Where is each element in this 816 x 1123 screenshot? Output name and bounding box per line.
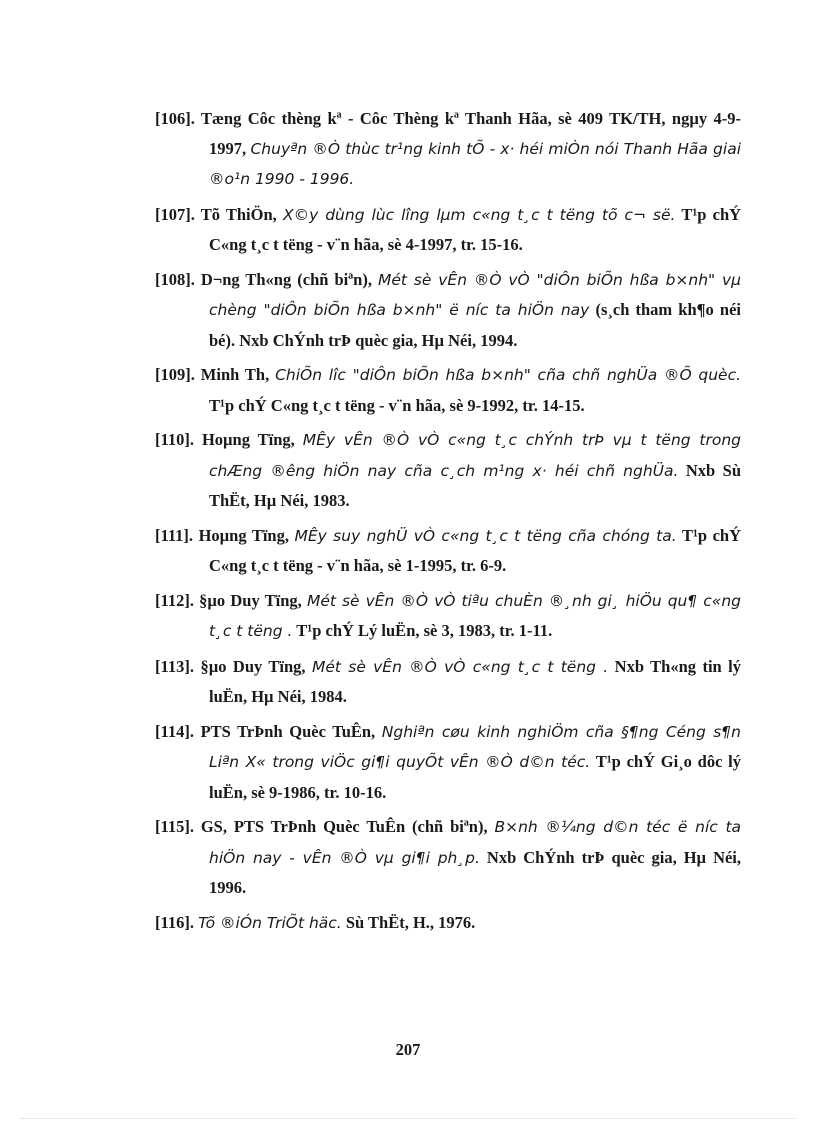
reference-authors: GS, PTS TrÞnh Quèc TuÊn (chñ biªn), bbox=[200, 817, 488, 836]
reference-entry bbox=[155, 586, 741, 647]
reference-source: (s¸ch tham kh¶o néi bé). Nxb ChÝnh trÞ quèc gia, Hµ Néi, 1994. bbox=[209, 300, 741, 350]
reference-entry bbox=[155, 425, 741, 516]
reference-title: X©y dùng lùc lîng lµm c«ng t¸c t tëng tõ c¬ së. bbox=[282, 205, 676, 224]
reference-source: T¹p chÝ C«ng t¸c t tëng - v¨n hãa, sè 9-1992, tr. 14-15. bbox=[209, 395, 585, 415]
reference-source: T¹p chÝ C«ng t¸c t tëng - v¨n hãa, sè 4-1997, tr. 15-16. bbox=[209, 204, 742, 254]
reference-title: MÊy suy nghÜ vÒ c«ng t¸c t tëng cña chóng ta. bbox=[294, 526, 677, 545]
reference-entry bbox=[155, 521, 741, 581]
reference-title: Tõ ®iÓn TriÕt häc. bbox=[198, 913, 342, 932]
reference-authors: Minh Th, bbox=[200, 365, 270, 384]
reference-source: T¹p chÝ Gi¸o dôc lý luËn, sè 9-1986, tr. 10-16. bbox=[209, 752, 742, 802]
reference-number: [108]. bbox=[155, 269, 195, 289]
reference-number: [113]. bbox=[155, 656, 194, 676]
reference-number: [115]. bbox=[155, 817, 194, 836]
reference-authors: Hoµng Tïng, bbox=[198, 525, 289, 545]
reference-authors: §µo Duy Tïng, bbox=[199, 590, 302, 610]
reference-entry bbox=[155, 652, 741, 712]
reference-entry bbox=[155, 908, 741, 939]
reference-number: [112]. bbox=[155, 590, 194, 610]
reference-authors: §µo Duy Tïng, bbox=[200, 656, 306, 676]
reference-title: Mét sè vÊn ®Ò vÒ c«ng t¸c t tëng . bbox=[312, 657, 609, 676]
reference-title: ChiÕn lîc "diÔn biÕn hßa b×nh" cña chñ nghÜa ®Õ quèc. bbox=[275, 366, 742, 384]
reference-authors: PTS TrÞnh Quèc TuÊn, bbox=[200, 721, 376, 741]
reference-title: Nghiªn cøu kinh nghiÖm cña §¶ng Céng s¶n Liªn X« trong viÖc gi¶i quyÕt vÊn ®Ò d©n téc. bbox=[209, 722, 741, 771]
reference-entry bbox=[155, 265, 741, 356]
reference-number: [106]. bbox=[155, 109, 195, 128]
reference-source: Nxb ChÝnh trÞ quèc gia, Hµ Néi, 1996. bbox=[209, 847, 742, 897]
reference-source: Nxb Sù ThËt, Hµ Néi, 1983. bbox=[209, 460, 742, 510]
reference-title: B×nh ®¼ng d©n téc ë níc ta hiÖn nay - vÊn ®Ò vµ gi¶i ph¸p. bbox=[209, 818, 742, 867]
reference-number: [107]. bbox=[155, 204, 195, 224]
reference-source: Sù ThËt, H., 1976. bbox=[345, 912, 476, 932]
reference-authors: D¬ng Th«ng (chñ biªn), bbox=[200, 269, 372, 289]
reference-title: Mét sè vÊn ®Ò vÒ "diÔn biÕn hßa b×nh" vµ chèng "diÔn biÕn hßa b×nh" ë níc ta hiÖn nay bbox=[209, 270, 742, 319]
reference-source: T¹p chÝ C«ng t¸c t tëng - v¨n hãa, sè 1-1995, tr. 6-9. bbox=[209, 525, 742, 575]
reference-title: Chuyªn ®Ò thùc tr¹ng kinh tÕ - x· héi miÒn nói Thanh Hãa giai ®o¹n 1990 - 1996. bbox=[209, 139, 741, 188]
reference-number: [109]. bbox=[155, 365, 195, 384]
reference-number: [111]. bbox=[155, 525, 194, 545]
reference-entry bbox=[155, 104, 741, 195]
reference-authors: Tõ ThiÖn, bbox=[200, 204, 277, 224]
reference-list bbox=[155, 104, 741, 943]
reference-entry bbox=[155, 360, 741, 420]
reference-source: Nxb Th«ng tin lý luËn, Hµ Néi, 1984. bbox=[209, 656, 742, 706]
reference-entry bbox=[155, 717, 741, 808]
reference-title: MÊy vÊn ®Ò vÒ c«ng t¸c chÝnh trÞ vµ t tëng trong chÆng ®êng hiÖn nay cña c¸ch m¹ng x· héi chñ nghÜa. bbox=[209, 431, 741, 480]
reference-title: Mét sè vÊn ®Ò vÒ tiªu chuÈn ®¸nh gi¸ hiÖu qu¶ c«ng t¸c t tëng . bbox=[209, 591, 741, 640]
reference-entry bbox=[155, 812, 741, 903]
reference-authors: Tæng Côc thèng kª - Côc Thèng kª Thanh Hãa, sè 409 TK/TH, ngµy 4-9-1997, bbox=[200, 109, 741, 158]
reference-number: [110]. bbox=[155, 430, 194, 449]
reference-source: T¹p chÝ Lý luËn, sè 3, 1983, tr. 1-11. bbox=[296, 621, 553, 640]
reference-entry bbox=[155, 200, 741, 260]
reference-authors: Hoµng Tïng, bbox=[201, 430, 295, 449]
page-number: 207 bbox=[395, 1040, 421, 1059]
bottom-divider bbox=[20, 1118, 796, 1119]
reference-number: [114]. bbox=[155, 721, 194, 741]
reference-number: [116]. bbox=[155, 912, 194, 932]
